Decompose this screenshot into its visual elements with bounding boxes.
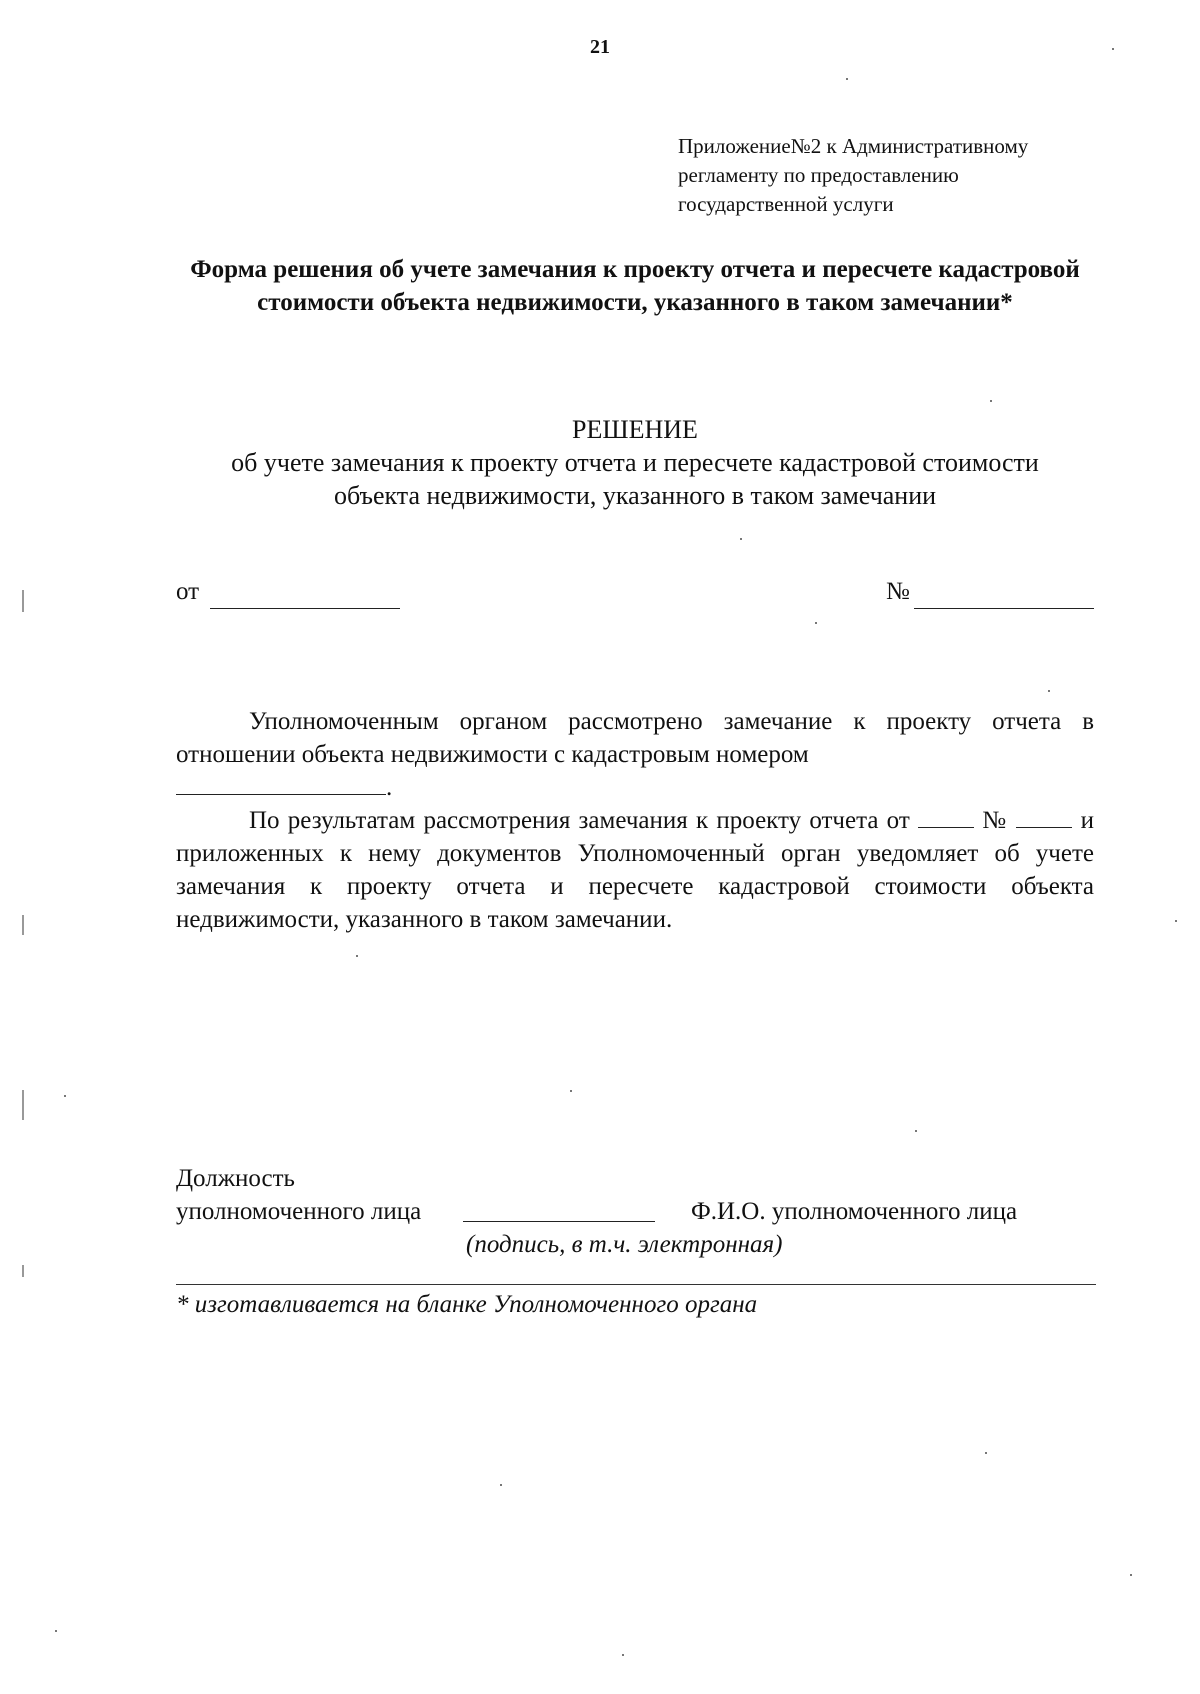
scan-speck [846,78,848,80]
signature-block [176,1162,1106,1261]
scan-speck [915,1130,917,1132]
footnote: * изготавливается на бланке Уполномоченного органа [176,1291,758,1318]
fio-label: Ф.И.О. уполномоченного лица [691,1198,1018,1225]
position-label-line1: Должность [176,1165,295,1192]
signature-caption: (подпись, в т.ч. электронная) [466,1231,783,1258]
body-text [176,705,1094,936]
scan-speck [740,538,742,540]
date-blank-field[interactable] [210,608,400,609]
paragraph-result [176,804,1094,936]
paragraph-result-start: По результатам рассмотрения замечания к проекту отчета от [249,807,910,834]
paragraph-review [176,705,1094,804]
paragraph-review-end: . [386,774,393,801]
scan-edge-mark [22,1090,24,1120]
scan-speck [64,1095,66,1097]
decision-heading: РЕШЕНИЕ [572,415,698,444]
signature-blank-field[interactable] [463,1221,655,1222]
number-blank-field[interactable] [914,608,1094,609]
appendix-line: государственной услуги [678,192,894,216]
scan-edge-mark [22,1265,24,1277]
appendix-note [678,132,1118,219]
paragraph-review-text: Уполномоченным органом рассмотрено замечание к проекту отчета в отношении объекта недвижимости с кадастровым номером [176,708,1094,768]
number-label: № [886,578,910,605]
scan-speck [985,1452,987,1454]
scan-speck [1112,48,1114,50]
remark-date-blank[interactable] [918,805,974,828]
scan-speck [815,622,817,624]
appendix-line: регламенту по предоставлению [678,163,959,187]
scan-edge-mark [22,590,24,612]
remark-number-blank[interactable] [1016,805,1072,828]
scan-speck [990,400,992,402]
position-label-line2: уполномоченного лица [176,1198,422,1225]
paragraph-result-rest: и приложенных к нему документов Уполномоченный орган уведомляет об учете замечания к проекту отчета и пересчете кадастровой стоимости объекта недвижимости, указанного в таком замечании. [176,807,1095,933]
decision-subtitle-line: об учете замечания к проекту отчета и пересчете кадастровой стоимости [231,448,1039,477]
scan-speck [1048,690,1050,692]
scan-speck [570,1090,572,1092]
scan-speck [1175,920,1177,922]
cadastral-number-blank[interactable] [176,772,386,795]
scan-speck [500,1484,502,1486]
form-title: Форма решения об учете замечания к проекту отчета и пересчете кадастровой стоимости объекта недвижимости, указанного в таком замечании* [190,256,1080,316]
from-label: от [176,578,200,605]
scan-edge-mark [22,915,24,935]
scan-speck [356,955,358,957]
paragraph-result-number-sign: № [982,807,1009,834]
scan-speck [1130,1574,1132,1576]
date-number-row [176,578,1094,614]
scan-speck [622,1654,624,1656]
page-number: 21 [590,36,610,58]
appendix-line: Приложение№2 к Административному [678,134,1029,158]
decision-subtitle [160,446,1110,512]
decision-subtitle-line: объекта недвижимости, указанного в таком замечании [333,481,937,510]
footnote-divider [176,1284,1096,1285]
scan-speck [55,1630,57,1632]
